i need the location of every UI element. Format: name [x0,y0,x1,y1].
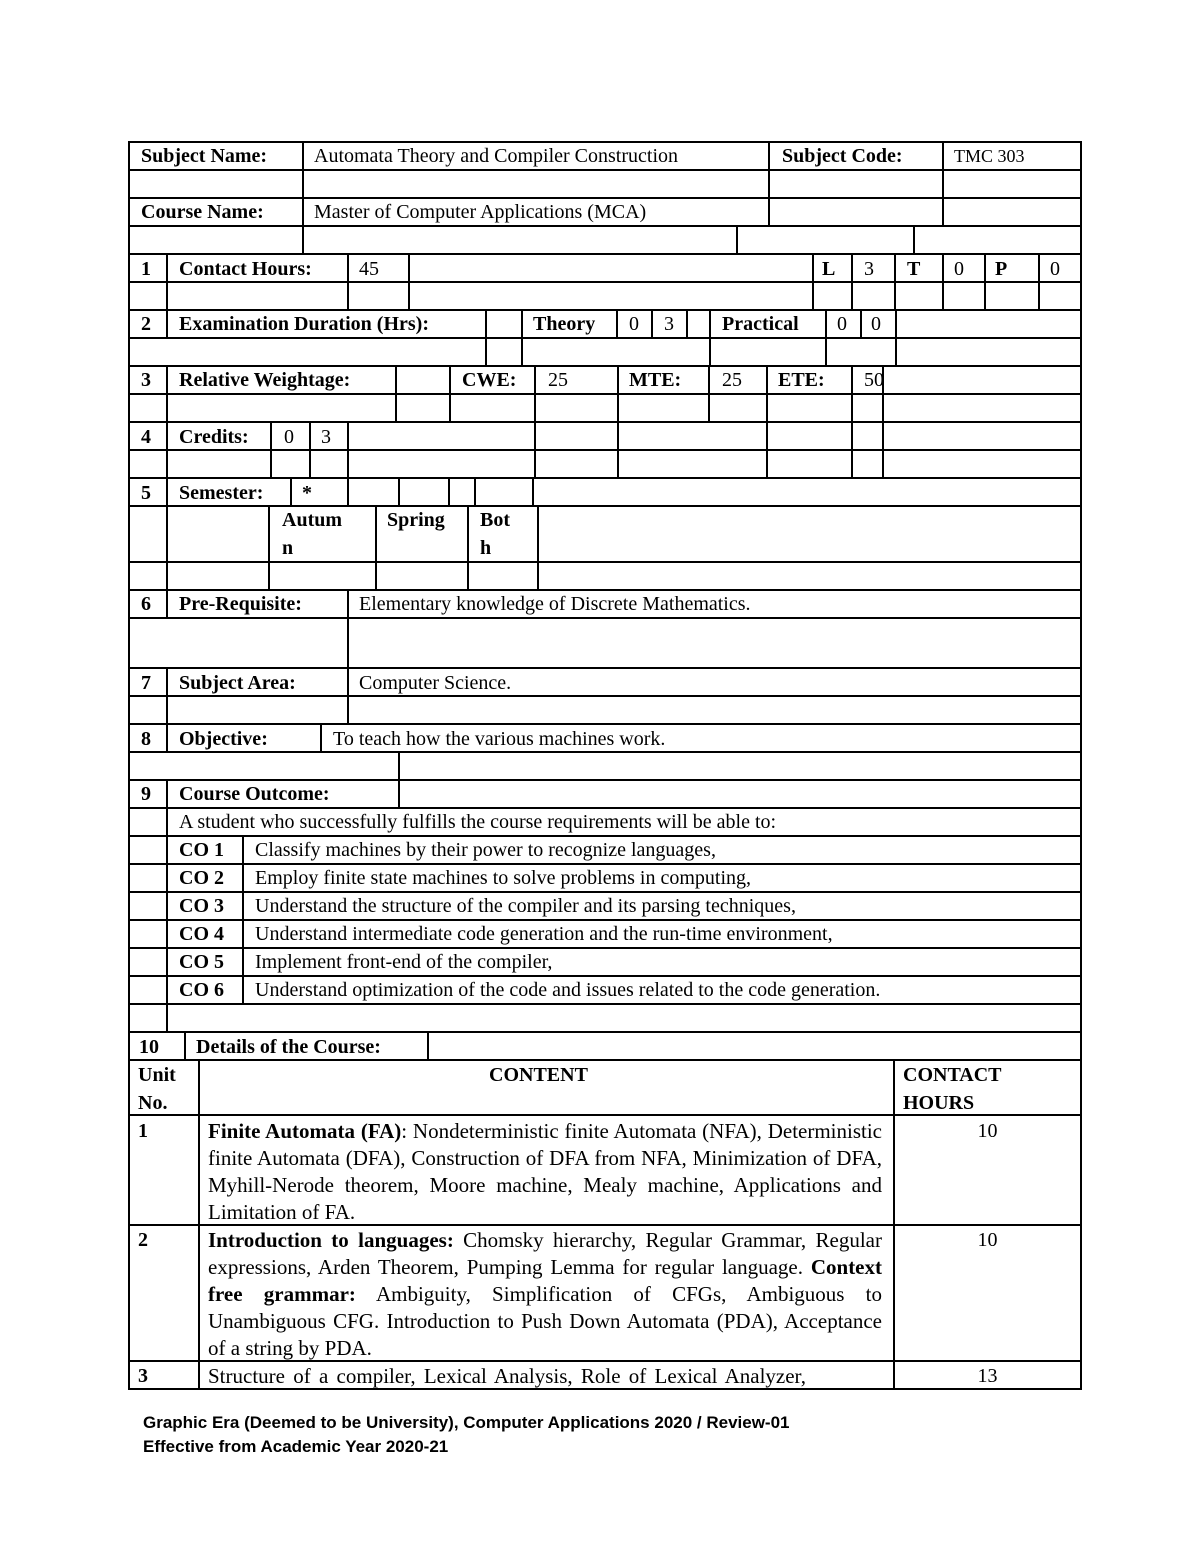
table-rule [534,365,536,479]
semester-label: Semester: [179,482,264,504]
table-rule [302,141,304,255]
table-rule [532,477,534,507]
unit-content [208,1118,882,1226]
table-rule [851,253,853,311]
pre-requisite-label: Pre-Requisite: [179,593,302,615]
subject-name-value: Automata Theory and Compiler Construction [314,145,679,167]
theory-digit-2: 3 [664,313,674,335]
outcome-code: CO 6 [179,979,224,1001]
contact-hours-label: Contact Hours: [179,258,312,280]
table-rule [942,141,944,227]
outcome-text: Classify machines by their power to recognize languages, [255,839,716,861]
ete-label: ETE: [778,369,825,391]
unit-body: Chomsky hierarchy, Regular Grammar, Regular expressions, Arden Theorem, Pumping Lemma for regular language. [208,1228,882,1279]
table-rule [894,253,896,311]
table-rule [1038,253,1040,311]
row-number: 2 [141,313,151,335]
unit-hours: 10 [977,1229,998,1251]
course-outcome-intro: A student who successfully fulfills the course requirements will be able to: [179,811,777,833]
table-rule [708,365,710,423]
subject-area-label: Subject Area: [179,672,296,694]
relative-weightage-label: Relative Weightage: [179,369,351,391]
course-outcome-label: Course Outcome: [179,783,330,805]
practical-digit-1: 0 [837,313,847,335]
both-label-line1: Bot [480,509,510,531]
row-number: 1 [141,258,151,280]
table-rule [128,253,1082,255]
table-rule [184,1031,186,1061]
table-rule [651,309,653,339]
unit-no-header-line1: Unit [138,1064,176,1086]
table-rule [1080,141,1082,1390]
outcome-code: CO 5 [179,951,224,973]
table-rule [736,225,738,255]
table-rule [851,365,853,479]
table-rule [448,477,450,507]
both-label-line2: h [480,537,492,559]
table-rule [521,309,523,367]
unit-number: 1 [138,1120,148,1142]
table-rule [270,421,272,479]
spring-label: Spring [387,509,445,531]
table-rule [395,365,397,423]
table-rule [913,225,915,255]
table-rule [893,1059,895,1390]
table-rule [242,835,244,1005]
practical-hours-value: 0 [1050,258,1060,280]
subject-code-value: TMC 303 [954,146,1025,166]
table-rule [449,365,451,423]
course-details-label: Details of the Course: [196,1036,381,1058]
outcome-text: Understand the structure of the compiler and its parsing techniques, [255,895,796,917]
footer-line-2: Effective from Academic Year 2020-21 [143,1437,449,1456]
table-rule [398,751,400,809]
unit-number: 3 [138,1365,148,1387]
autumn-label-line2: n [282,537,294,559]
table-rule [309,421,311,479]
mte-label: MTE: [629,369,682,391]
table-rule [166,807,168,1033]
table-rule [768,141,770,227]
course-name-label: Course Name: [141,201,264,223]
subject-code-label: Subject Code: [782,145,903,167]
row-number: 3 [141,369,151,391]
objective-value: To teach how the various machines work. [333,728,666,750]
table-rule [166,365,168,619]
contact-hours-header-line2: HOURS [903,1092,975,1114]
table-rule [347,477,349,507]
outcome-text: Understand optimization of the code and issues related to the code generation. [255,979,881,1001]
unit-hours: 10 [977,1120,998,1142]
tutorial-label: T [907,258,921,280]
table-rule [166,253,168,339]
row-number: 4 [141,426,151,448]
table-rule [860,309,862,339]
table-rule [347,421,349,479]
table-rule [427,1031,429,1061]
table-rule [467,505,469,591]
row-number: 9 [141,783,151,805]
ete-value: 50 [864,369,884,391]
table-rule [537,505,539,591]
row-number: 6 [141,593,151,615]
table-rule [474,477,476,507]
autumn-label-line1: Autum [282,509,343,531]
cwe-label: CWE: [462,369,517,391]
table-rule [128,723,1082,725]
table-rule [128,561,1082,563]
table-rule [942,253,944,311]
table-rule [408,253,410,311]
unit-body: : Nondeterministic finite Automata (NFA), Deterministic finite Automata (DFA), Construction of DFA from NFA, Minimization of DFA, Myhill-Nerode theorem, Moore machine, Mealy machine, Applications and Limitation of FA. [208,1119,883,1224]
table-rule [128,505,1082,507]
row-number: 8 [141,728,151,750]
contact-hours-value: 45 [359,258,379,280]
practical-digit-2: 0 [871,313,881,335]
subject-area-value: Computer Science. [359,672,512,694]
cwe-value: 25 [548,369,568,391]
table-rule [320,723,322,753]
table-rule [128,1031,1082,1033]
table-rule [812,253,814,311]
table-rule [347,589,349,725]
outcome-code: CO 2 [179,867,224,889]
mte-value: 25 [722,369,742,391]
outcome-code: CO 3 [179,895,224,917]
objective-label: Objective: [179,728,268,750]
credits-label: Credits: [179,426,249,448]
table-rule [617,365,619,479]
theory-digit-1: 0 [629,313,639,335]
theory-label: Theory [533,313,596,335]
table-rule [128,141,130,1390]
unit-no-header-line2: No. [138,1092,168,1114]
table-rule [375,505,377,591]
subject-name-label: Subject Name: [141,145,268,167]
table-rule [984,253,986,311]
outcome-code: CO 4 [179,923,224,945]
content-header: CONTENT [489,1064,588,1086]
outcome-text: Employ finite state machines to solve problems in computing, [255,867,752,889]
outcome-code: CO 1 [179,839,224,861]
table-rule [895,309,897,367]
practical-hours-label: P [995,258,1008,280]
table-rule [825,309,827,367]
table-rule [128,667,1082,669]
table-rule [198,1059,200,1390]
table-rule [268,505,270,591]
table-rule [290,477,292,507]
row-number: 10 [139,1036,159,1058]
unit-title: Finite Automata (FA) [208,1119,402,1143]
table-rule [616,309,618,339]
table-rule [485,309,487,367]
footer-line-1: Graphic Era (Deemed to be University), Computer Applications 2020 / Review-01 [143,1413,790,1432]
unit-title: Introduction to languages: [208,1228,454,1252]
unit-number: 2 [138,1229,148,1251]
unit-subtitle: Context free grammar: [208,1255,882,1306]
pre-requisite-value: Elementary knowledge of Discrete Mathematics. [359,593,751,615]
lecture-value: 3 [864,258,874,280]
table-rule [882,421,884,479]
practical-label: Practical [722,313,799,335]
outcome-text: Implement front-end of the compiler, [255,951,553,973]
table-rule [166,667,168,753]
course-name-value: Master of Computer Applications (MCA) [314,201,647,223]
credits-digit-1: 0 [284,426,294,448]
outcome-text: Understand intermediate code generation and the run-time environment, [255,923,833,945]
tutorial-value: 0 [954,258,964,280]
exam-duration-label: Examination Duration (Hrs): [179,313,429,335]
table-rule [686,309,688,339]
unit-body-continued: Ambiguity, Simplification of CFGs, Ambiguous to Unambiguous CFG. Introduction to Push Down Automata (PDA), Acceptance of a string by PDA. [208,1282,882,1360]
table-rule [398,477,400,507]
row-number: 5 [141,482,151,504]
unit-content [208,1227,882,1362]
contact-hours-header-line1: CONTACT [903,1064,1002,1086]
unit-hours: 13 [977,1365,998,1387]
lecture-label: L [822,258,836,280]
table-rule [766,365,768,479]
unit-content: Structure of a compiler, Lexical Analysis, Role of Lexical Analyzer, [208,1364,806,1388]
semester-mark: * [302,482,312,504]
credits-digit-2: 3 [321,426,331,448]
table-rule [709,309,711,367]
table-rule [347,253,349,311]
row-number: 7 [141,672,151,694]
